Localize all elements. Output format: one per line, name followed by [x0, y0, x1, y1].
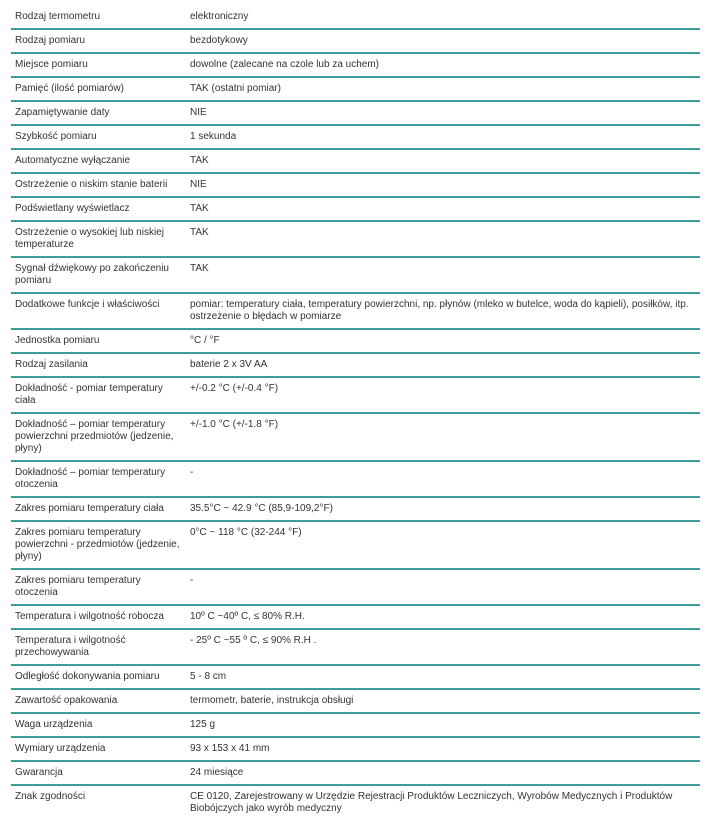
spec-label: Wymiary urządzenia	[11, 737, 186, 761]
spec-row	[11, 6, 700, 29]
spec-value: -	[186, 569, 700, 605]
spec-value: 93 x 153 x 41 mm	[186, 737, 700, 761]
spec-label: Znak zgodności	[15, 791, 86, 802]
spec-row	[11, 605, 700, 629]
spec-row	[11, 173, 700, 197]
spec-row	[11, 329, 700, 353]
spec-value: termometr, baterie, instrukcja obsługi	[186, 689, 700, 713]
spec-row	[11, 689, 700, 713]
spec-row	[11, 353, 700, 377]
spec-label: Dokładność - pomiar temperatury ciała	[11, 377, 186, 413]
spec-value: TAK	[186, 221, 700, 257]
spec-label: Szybkość pomiaru	[11, 125, 186, 149]
spec-row	[11, 77, 700, 101]
spec-label: Rodzaj termometru	[11, 6, 186, 29]
spec-label: Zawartość opakowania	[11, 689, 186, 713]
spec-label: Zakres pomiaru temperatury powierzchni - przedmiotów (jedzenie, płyny)	[11, 521, 186, 569]
spec-row	[11, 713, 700, 737]
spec-row	[11, 413, 700, 461]
spec-label: Jednostka pomiaru	[11, 329, 186, 353]
spec-row	[11, 221, 700, 257]
spec-row	[11, 761, 700, 785]
spec-label: Temperatura i wilgotność przechowywania	[11, 629, 186, 665]
spec-label: Podświetlany wyświetlacz	[11, 197, 186, 221]
spec-value: 125 g	[186, 713, 700, 737]
spec-label: Zakres pomiaru temperatury otoczenia	[11, 569, 186, 605]
spec-row	[11, 461, 700, 497]
spec-label: Dodatkowe funkcje i właściwości	[11, 293, 186, 329]
spec-label: Pamięć (ilość pomiarów)	[11, 77, 186, 101]
spec-row	[11, 569, 700, 605]
spec-label: Dokładność – pomiar temperatury powierzchni przedmiotów (jedzenie, płyny)	[11, 413, 186, 461]
spec-value: 35.5°C ~ 42.9 °C (85,9-109,2°F)	[186, 497, 700, 521]
spec-label: Ostrzeżenie o wysokiej lub niskiej temperaturze	[11, 221, 186, 257]
spec-value: 10º C ~40º C, ≤ 80% R.H.	[186, 605, 700, 629]
spec-value: 24 miesiące	[186, 761, 700, 785]
spec-value: 1 sekunda	[186, 125, 700, 149]
spec-row	[11, 101, 700, 125]
spec-label: Automatyczne wyłączanie	[11, 149, 186, 173]
spec-label: Rodzaj pomiaru	[11, 29, 186, 53]
spec-value: 0°C ~ 118 °C (32-244 °F)	[186, 521, 700, 569]
spec-value: -	[186, 461, 700, 497]
spec-value: - 25º C ~55 º C, ≤ 90% R.H .	[186, 629, 700, 665]
spec-value: pomiar: temperatury ciała, temperatury powierzchni, np. płynów (mleko w butelce, woda do kąpieli), posiłków, itp. ostrzeżenie o błędach w pomiarze	[186, 293, 700, 329]
spec-row	[11, 53, 700, 77]
spec-row	[11, 149, 700, 173]
spec-label: Sygnał dźwiękowy po zakończeniu pomiaru	[11, 257, 186, 293]
spec-value: bezdotykowy	[186, 29, 700, 53]
specifications-table	[11, 6, 700, 820]
spec-row	[11, 377, 700, 413]
spec-row	[11, 521, 700, 569]
spec-row	[11, 125, 700, 149]
spec-label: Zapamiętywanie daty	[11, 101, 186, 125]
spec-label: Gwarancja	[11, 761, 186, 785]
spec-label: Miejsce pomiaru	[11, 53, 186, 77]
spec-value: °C / °F	[186, 329, 700, 353]
spec-row	[11, 257, 700, 293]
spec-row	[11, 197, 700, 221]
spec-value: TAK (ostatni pomiar)	[186, 77, 700, 101]
spec-label: Waga urządzenia	[11, 713, 186, 737]
spec-value: elektroniczny	[186, 6, 700, 29]
spec-row	[11, 497, 700, 521]
spec-label: Dokładność – pomiar temperatury otoczenia	[11, 461, 186, 497]
spec-value: TAK	[186, 149, 700, 173]
spec-value: baterie 2 x 3V AA	[186, 353, 700, 377]
spec-row	[11, 629, 700, 665]
spec-row	[11, 293, 700, 329]
spec-label: Rodzaj zasilania	[11, 353, 186, 377]
spec-value: CE 0120, Zarejestrowany w Urzędzie Rejestracji Produktów Leczniczych, Wyrobów Medycznych i Produktów Biobójczych jako wyrób medyczny	[190, 791, 673, 814]
spec-value: TAK	[186, 197, 700, 221]
spec-value: NIE	[186, 101, 700, 125]
spec-value: TAK	[186, 257, 700, 293]
spec-value: +/-0.2 °C (+/-0.4 °F)	[186, 377, 700, 413]
spec-label: Odległość dokonywania pomiaru	[11, 665, 186, 689]
spec-row	[11, 665, 700, 689]
specifications-body	[11, 6, 700, 820]
spec-value: 5 - 8 cm	[186, 665, 700, 689]
spec-value: NIE	[186, 173, 700, 197]
spec-label: Ostrzeżenie o niskim stanie baterii	[11, 173, 186, 197]
spec-value: dowolne (zalecane na czole lub za uchem)	[186, 53, 700, 77]
spec-row	[11, 737, 700, 761]
spec-value: +/-1.0 °C (+/-1.8 °F)	[186, 413, 700, 461]
spec-label: Zakres pomiaru temperatury ciała	[11, 497, 186, 521]
spec-row	[11, 29, 700, 53]
spec-label: Temperatura i wilgotność robocza	[11, 605, 186, 629]
